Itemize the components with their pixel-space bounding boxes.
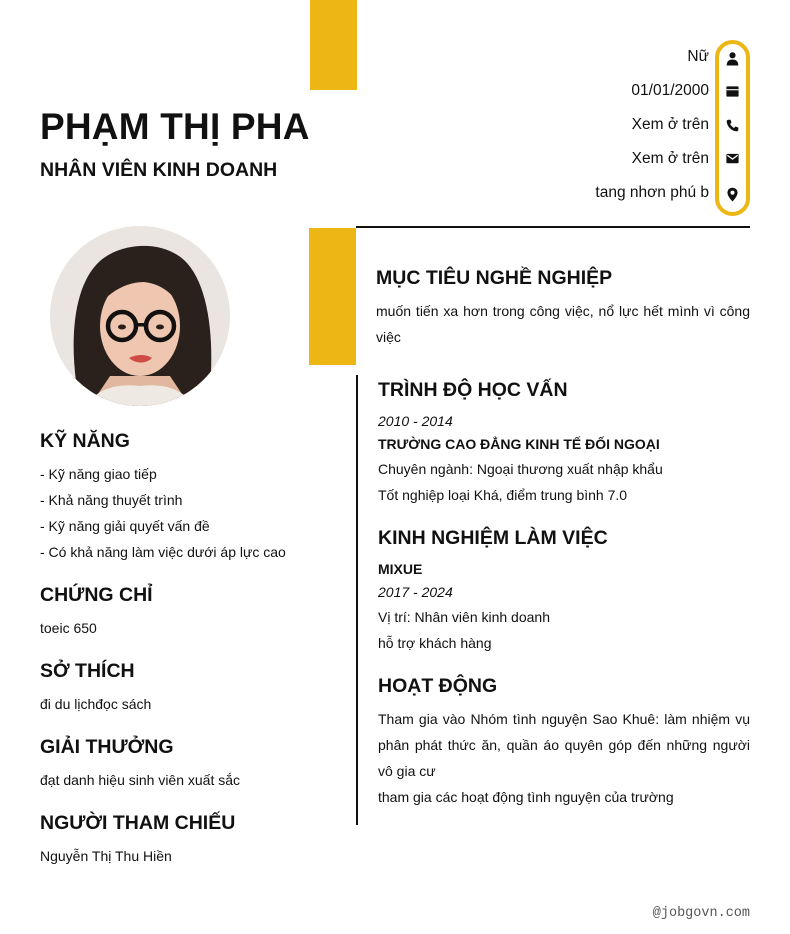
candidate-name: PHẠM THỊ PHA xyxy=(40,106,310,147)
references-text: Nguyễn Thị Thu Hiền xyxy=(40,848,172,864)
footer-watermark: @jobgovn.com xyxy=(652,906,750,921)
hobbies-text: đi du lịchđọc sách xyxy=(40,696,152,712)
experience-heading: KINH NGHIỆM LÀM VIỆC xyxy=(378,527,608,549)
references-heading: NGƯỜI THAM CHIẾU xyxy=(40,812,236,834)
education-period: 2010 - 2014 xyxy=(378,413,453,429)
email-icon xyxy=(724,150,741,167)
education-heading: TRÌNH ĐỘ HỌC VẤN xyxy=(378,379,568,401)
hobbies-heading: SỞ THÍCH xyxy=(40,660,135,682)
objective-text: muốn tiến xa hơn trong công việc, nổ lực hết mình vì công việc xyxy=(376,303,750,345)
contact-address: tang nhơn phú b xyxy=(595,184,709,201)
candidate-position: NHÂN VIÊN KINH DOANH xyxy=(40,159,278,181)
awards-heading: GIẢI THƯỞNG xyxy=(40,736,174,758)
user-icon xyxy=(724,50,741,67)
location-icon xyxy=(724,186,741,203)
accent-block-middle xyxy=(309,228,356,365)
certificates-text: toeic 650 xyxy=(40,620,97,636)
education-result: Tốt nghiệp loại Khá, điểm trung bình 7.0 xyxy=(378,487,628,503)
skill-item: - Kỹ năng giải quyết vấn đề xyxy=(40,518,210,534)
contact-birthday: 01/01/2000 xyxy=(631,82,709,99)
skills-heading: KỸ NĂNG xyxy=(40,430,130,452)
accent-block-top xyxy=(310,0,357,90)
activities-text-1: Tham gia vào Nhóm tình nguyện Sao Khuê: làm nhiệm vụ phân phát thức ăn, quần áo quyên góp đến những người vô gia cư xyxy=(378,711,750,779)
calendar-icon xyxy=(724,83,741,100)
experience-period: 2017 - 2024 xyxy=(378,584,453,600)
profile-photo xyxy=(50,226,230,406)
column-divider xyxy=(356,375,358,825)
experience-role: Vị trí: Nhân viên kinh doanh xyxy=(378,609,550,625)
header-divider xyxy=(356,226,750,228)
experience-detail: hỗ trợ khách hàng xyxy=(378,635,492,651)
skills-list xyxy=(40,461,310,565)
education-major: Chuyên ngành: Ngoại thương xuất nhập khẩu xyxy=(378,461,663,477)
activities-text-2: tham gia các hoạt động tình nguyện của trường xyxy=(378,789,674,805)
skill-item: - Kỹ năng giao tiếp xyxy=(40,466,157,482)
awards-text: đạt danh hiệu sinh viên xuất sắc xyxy=(40,772,241,788)
objective-heading: MỤC TIÊU NGHỀ NGHIỆP xyxy=(376,267,613,289)
activities-heading: HOẠT ĐỘNG xyxy=(378,675,498,697)
contact-gender: Nữ xyxy=(687,48,709,65)
skill-item: - Có khả năng làm việc dưới áp lực cao xyxy=(40,544,286,560)
phone-icon xyxy=(724,117,741,134)
certificates-heading: CHỨNG CHỈ xyxy=(40,584,153,606)
contact-phone: Xem ở trên xyxy=(631,116,709,133)
education-school: TRƯỜNG CAO ĐẲNG KINH TẾ ĐỐI NGOẠI xyxy=(378,436,660,452)
avatar xyxy=(50,226,230,406)
contact-email: Xem ở trên xyxy=(631,150,709,167)
experience-company: MIXUE xyxy=(378,561,423,577)
skill-item: - Khả năng thuyết trình xyxy=(40,492,183,508)
